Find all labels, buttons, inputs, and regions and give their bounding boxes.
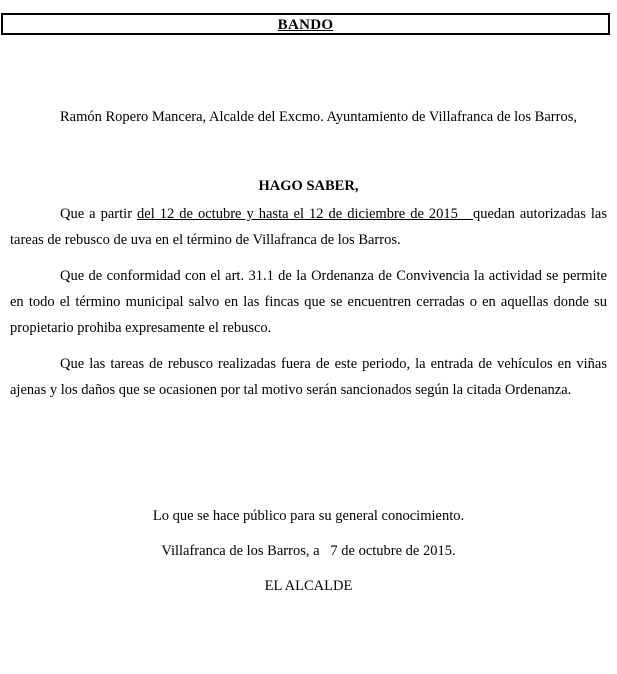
title-box bbox=[1, 13, 610, 35]
closing-block bbox=[10, 508, 607, 613]
heading: HAGO SABER, bbox=[258, 178, 359, 194]
document-body bbox=[10, 104, 607, 413]
paragraph-dates-start: Que a partir bbox=[60, 206, 138, 222]
paragraph-dates bbox=[10, 201, 607, 253]
closing-line-signature: EL ALCALDE bbox=[264, 578, 353, 594]
intro-paragraph: Ramón Ropero Mancera, Alcalde del Excmo. Ayuntamiento de Villafranca de los Barros, bbox=[60, 109, 577, 125]
closing-line-public: Lo que se hace público para su general conocimiento. bbox=[152, 508, 465, 524]
paragraph-regulation: Que de conformidad con el art. 31.1 de la Ordenanza de Convivencia la actividad se permite en todo el término municipal salvo en las fincas que se encuentren cerradas o en aquellas donde su propietario prohiba expresamente el rebusco. bbox=[10, 268, 607, 336]
paragraph-sanctions: Que las tareas de rebusco realizadas fuera de este periodo, la entrada de vehículos en viñas ajenas y los daños que se ocasionen por tal motivo serán sancionados según la citada Ordenanza. bbox=[10, 356, 607, 398]
paragraph-dates-end: quedan autorizadas las tareas de rebusco de uva en el término de Villafranca de los Barros. bbox=[10, 206, 607, 248]
date-range: del 12 de octubre y hasta el 12 de diciembre de 2015 bbox=[137, 206, 473, 222]
document-title: BANDO bbox=[277, 17, 334, 33]
closing-line-date: Villafranca de los Barros, a 7 de octubre de 2015. bbox=[161, 543, 456, 559]
